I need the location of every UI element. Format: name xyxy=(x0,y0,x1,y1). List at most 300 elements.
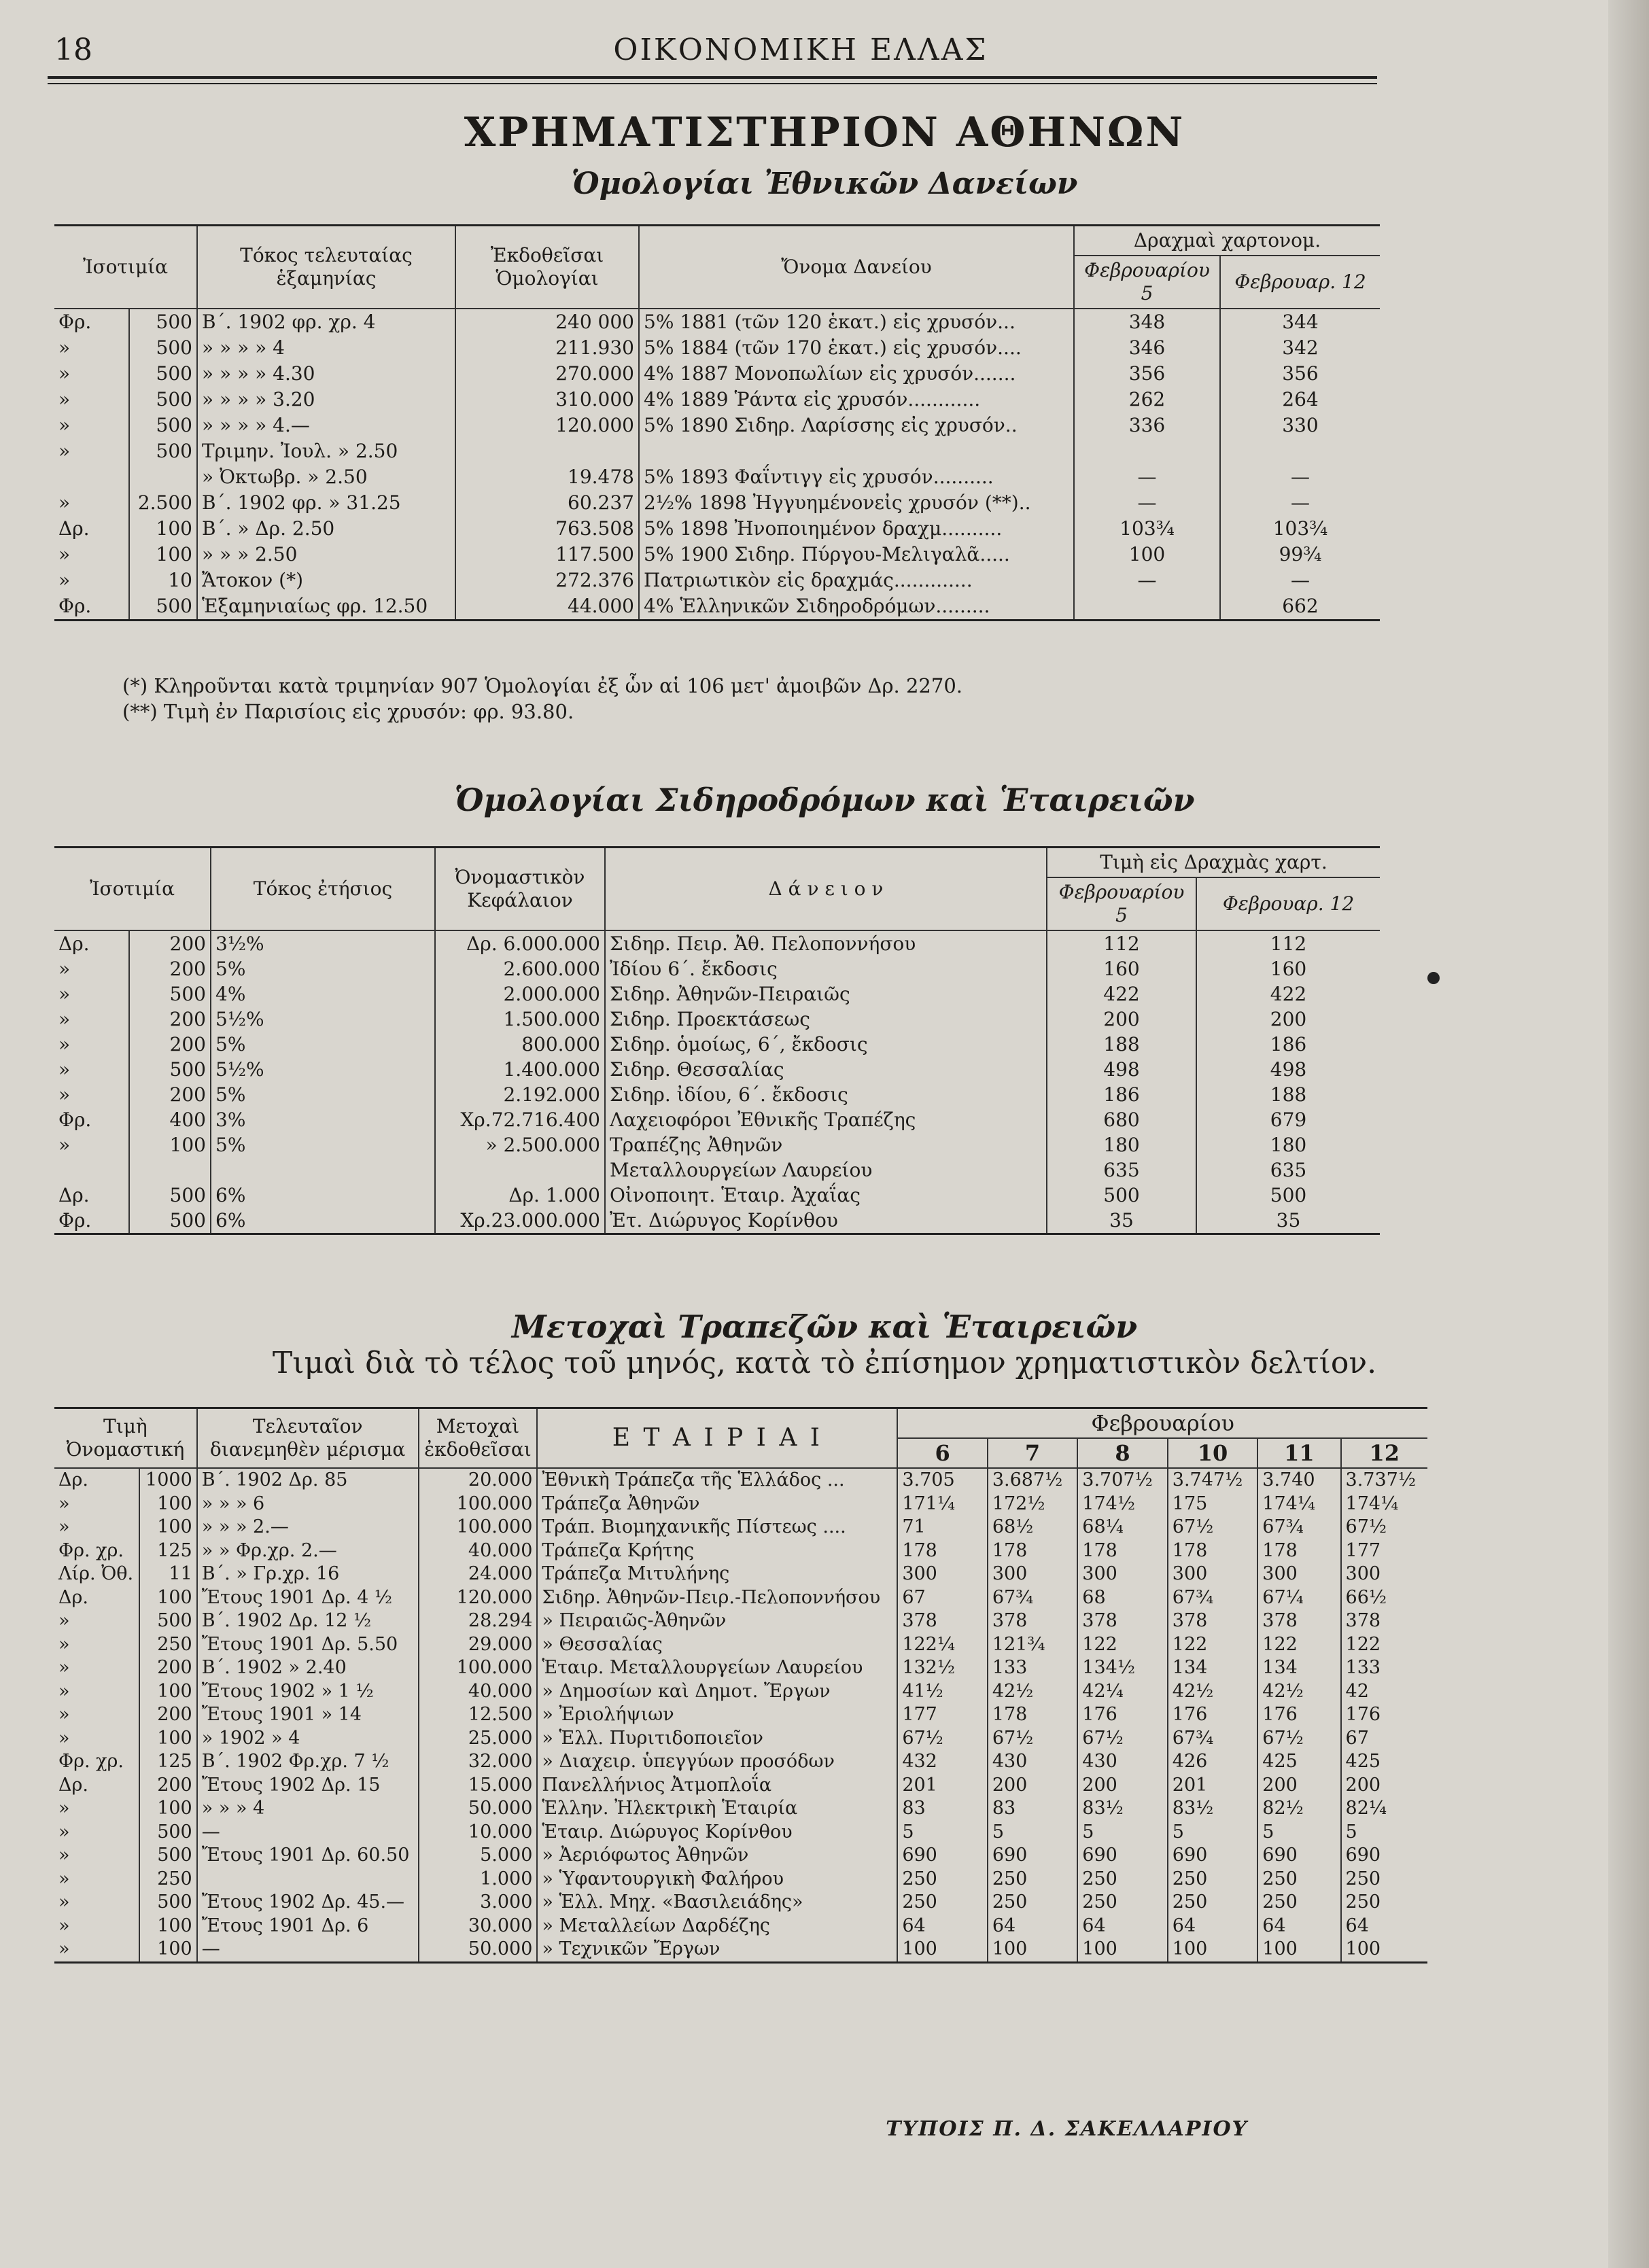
table-row xyxy=(54,1609,1427,1633)
table-row xyxy=(54,1656,1427,1680)
table-cell: 83 xyxy=(897,1797,987,1821)
table-cell: 270.000 xyxy=(455,361,639,387)
table-cell: 690 xyxy=(1341,1844,1427,1868)
table-cell: Φρ. xyxy=(54,593,129,621)
col-day-8: 8 xyxy=(1077,1438,1167,1468)
table-cell: » xyxy=(54,1032,129,1057)
table-row xyxy=(54,568,1380,593)
table-cell: Β΄. » Γρ.χρ. 16 xyxy=(197,1563,419,1586)
col-loan: Δ ά ν ε ι ο ν xyxy=(605,848,1047,931)
table-cell: 60.237 xyxy=(455,490,639,516)
footnotes xyxy=(122,673,962,725)
col-feb12: Φεβρουαρ. 12 xyxy=(1220,256,1380,309)
table-cell: 5% 1890 Σιδηρ. Λαρίσσης εἰς χρυσόν.. xyxy=(639,413,1074,438)
table-cell: Ἄτοκον (*) xyxy=(197,568,455,593)
table-cell: — xyxy=(1074,490,1220,516)
table-cell: 200 xyxy=(1341,1774,1427,1798)
table-cell: 500 xyxy=(129,335,197,361)
table-cell: 42¼ xyxy=(1077,1680,1167,1704)
col-nominal: Τιμὴ Ὀνομαστική xyxy=(54,1408,197,1469)
table-cell: 200 xyxy=(1196,1007,1380,1032)
table-cell: 120.000 xyxy=(455,413,639,438)
table-cell: » xyxy=(54,981,129,1007)
table-cell: 498 xyxy=(1047,1057,1196,1082)
table-cell: 176 xyxy=(1257,1703,1340,1727)
table-cell: » xyxy=(54,413,129,438)
table-cell: 42 xyxy=(1341,1680,1427,1704)
table-cell: Ἔτους 1902 Δρ. 45.— xyxy=(197,1891,419,1915)
table-cell: » xyxy=(54,956,129,981)
table-row xyxy=(54,1703,1427,1727)
table-cell: 250 xyxy=(1077,1868,1167,1891)
table-cell: 19.478 xyxy=(455,464,639,490)
table-cell: » xyxy=(54,1082,129,1107)
table-cell: 100 xyxy=(139,1680,196,1704)
table-cell: 344 xyxy=(1220,309,1380,335)
table-cell xyxy=(54,464,129,490)
table-cell: 178 xyxy=(1257,1539,1340,1563)
table-cell: 100 xyxy=(139,1516,196,1539)
table-cell: 3.740 xyxy=(1257,1468,1340,1493)
table-row xyxy=(54,930,1380,956)
table-cell: » Ὀκτωβρ. » 2.50 xyxy=(197,464,455,490)
table-cell: 176 xyxy=(1168,1703,1257,1727)
col-loan-name: Ὄνομα Δανείου xyxy=(639,226,1074,309)
table-cell: 133 xyxy=(988,1656,1077,1680)
table-cell: Ἔτους 1901 Δρ. 5.50 xyxy=(197,1633,419,1657)
table-row xyxy=(54,1844,1427,1868)
table-cell: 201 xyxy=(897,1774,987,1798)
table-cell: Δρ. xyxy=(54,516,129,542)
table-cell xyxy=(1074,593,1220,621)
col-feb12: Φεβρουαρ. 12 xyxy=(1196,877,1380,930)
table-cell: 5% 1884 (τῶν 170 ἑκατ.) εἰς χρυσόν.... xyxy=(639,335,1074,361)
table-cell: 800.000 xyxy=(435,1032,605,1057)
table-cell: 64 xyxy=(1257,1915,1340,1938)
table-cell: 64 xyxy=(1168,1915,1257,1938)
table-cell: 264 xyxy=(1220,387,1380,413)
table-cell: 5 xyxy=(1168,1821,1257,1845)
table-cell: 125 xyxy=(139,1750,196,1774)
table-cell: 83 xyxy=(988,1797,1077,1821)
table-cell: 122 xyxy=(1257,1633,1340,1657)
bank-shares-table xyxy=(54,1407,1427,1964)
table-cell: 378 xyxy=(1077,1609,1167,1633)
col-issued: Ἐκδοθεῖσαι Ὁμολογίαι xyxy=(455,226,639,309)
table-cell: 500 xyxy=(129,981,211,1007)
table-cell: 200 xyxy=(1047,1007,1196,1032)
table-cell: 1.500.000 xyxy=(435,1007,605,1032)
table-cell: 100 xyxy=(1257,1938,1340,1962)
table-cell: Τράπεζα Μιτυλήνης xyxy=(537,1563,897,1586)
table-cell: 240 000 xyxy=(455,309,639,335)
table-row xyxy=(54,438,1380,464)
table-cell: 100 xyxy=(139,1493,196,1516)
table-cell: Πανελλήνιος Ἀτμοπλοΐα xyxy=(537,1774,897,1798)
table-cell: 635 xyxy=(1047,1157,1196,1183)
table-row xyxy=(54,309,1380,335)
table-cell: 3.707½ xyxy=(1077,1468,1167,1493)
table-cell: Δρ. xyxy=(54,1183,129,1208)
col-day-12: 12 xyxy=(1341,1438,1427,1468)
table-cell: 50.000 xyxy=(419,1797,538,1821)
table-cell: » xyxy=(54,438,129,464)
table-cell: 500 xyxy=(129,309,197,335)
table-row xyxy=(54,1563,1427,1586)
table-cell: 67½ xyxy=(1077,1727,1167,1751)
table-cell: » xyxy=(54,335,129,361)
table-cell: 2.600.000 xyxy=(435,956,605,981)
table-cell: 100.000 xyxy=(419,1656,538,1680)
table-row xyxy=(54,1891,1427,1915)
table-cell: 64 xyxy=(988,1915,1077,1938)
table-cell: 200 xyxy=(988,1774,1077,1798)
table-row xyxy=(54,1868,1427,1891)
table-cell: Β΄. » Δρ. 2.50 xyxy=(197,516,455,542)
table-cell: 122 xyxy=(1341,1633,1427,1657)
table-cell: 200 xyxy=(1077,1774,1167,1798)
table-cell: 178 xyxy=(1168,1539,1257,1563)
table-cell: » xyxy=(54,1609,139,1633)
table-cell: 200 xyxy=(139,1656,196,1680)
table-cell: » Δημοσίων καὶ Δημοτ. Ἔργων xyxy=(537,1680,897,1704)
table-cell: Φρ. xyxy=(54,1208,129,1234)
col-rate: Τόκος ἐτήσιος xyxy=(211,848,435,931)
table-cell: 4% 1887 Μονοπωλίων εἰς χρυσόν....... xyxy=(639,361,1074,387)
table-cell: Β΄. 1902 » 2.40 xyxy=(197,1656,419,1680)
table-row xyxy=(54,464,1380,490)
col-day-6: 6 xyxy=(897,1438,987,1468)
col-company: Ε Τ Α Ι Ρ Ι Α Ι xyxy=(537,1408,897,1469)
table-cell: 356 xyxy=(1220,361,1380,387)
table-row xyxy=(54,490,1380,516)
table-cell: » xyxy=(54,1680,139,1704)
table-cell: 5 xyxy=(1077,1821,1167,1845)
table-cell: 28.294 xyxy=(419,1609,538,1633)
running-header xyxy=(48,27,1554,68)
table-cell: 20.000 xyxy=(419,1468,538,1493)
table-cell: 177 xyxy=(1341,1539,1427,1563)
table-cell: 117.500 xyxy=(455,542,639,568)
table-cell: » xyxy=(54,1727,139,1751)
table-cell: Ἔτους 1902 » 1 ½ xyxy=(197,1680,419,1704)
table-row xyxy=(54,1468,1427,1493)
table-cell: 250 xyxy=(897,1868,987,1891)
table-cell: 1.000 xyxy=(419,1868,538,1891)
table-cell: 5% xyxy=(211,1132,435,1157)
table-cell: 5 xyxy=(1341,1821,1427,1845)
table-cell: » Ἐριολήψιων xyxy=(537,1703,897,1727)
table-cell: 250 xyxy=(1341,1868,1427,1891)
header-rule-thin xyxy=(48,83,1377,84)
table-cell: 82¼ xyxy=(1341,1797,1427,1821)
table-row xyxy=(54,1750,1427,1774)
table-cell: 200 xyxy=(139,1774,196,1798)
table-cell: 172½ xyxy=(988,1493,1077,1516)
table-cell: 25.000 xyxy=(419,1727,538,1751)
table-cell: Ἐτ. Διώρυγος Κορίνθου xyxy=(605,1208,1047,1234)
table-cell: 100 xyxy=(897,1938,987,1962)
table-cell: 112 xyxy=(1047,930,1196,956)
table-cell: » » Φρ.χρ. 2.— xyxy=(197,1539,419,1563)
table-cell: 132½ xyxy=(897,1656,987,1680)
table-cell: 500 xyxy=(1047,1183,1196,1208)
table-cell xyxy=(455,438,639,464)
table-cell: 500 xyxy=(139,1609,196,1633)
table-cell: 5.000 xyxy=(419,1844,538,1868)
table-cell: 500 xyxy=(139,1891,196,1915)
table-cell: 378 xyxy=(988,1609,1077,1633)
table-cell: 5% 1881 (τῶν 120 ἑκατ.) εἰς χρυσόν... xyxy=(639,309,1074,335)
table-cell: 121¾ xyxy=(988,1633,1077,1657)
table-cell: 186 xyxy=(1047,1082,1196,1107)
table-cell: 378 xyxy=(1168,1609,1257,1633)
table-cell: 690 xyxy=(1168,1844,1257,1868)
table-cell: 400 xyxy=(129,1107,211,1132)
table-row xyxy=(54,1680,1427,1704)
table-cell: Φρ. xyxy=(54,309,129,335)
table-cell: 5% xyxy=(211,1032,435,1057)
table-cell: 100 xyxy=(139,1586,196,1610)
table-cell: » » » » 3.20 xyxy=(197,387,455,413)
table-cell: 763.508 xyxy=(455,516,639,542)
table-cell: 200 xyxy=(129,956,211,981)
table-cell: 262 xyxy=(1074,387,1220,413)
table-cell: Τριμην. Ἰουλ. » 2.50 xyxy=(197,438,455,464)
table-cell xyxy=(1074,438,1220,464)
table-cell: Φρ. xyxy=(54,1107,129,1132)
table-cell: 300 xyxy=(1168,1563,1257,1586)
table-cell: Ἐθνικὴ Τράπεζα τῆς Ἑλλάδος ... xyxy=(537,1468,897,1493)
table-cell: » xyxy=(54,1844,139,1868)
table-cell: — xyxy=(197,1938,419,1962)
table-cell: 42½ xyxy=(1168,1680,1257,1704)
table-cell: 200 xyxy=(129,930,211,956)
table-cell: 250 xyxy=(1257,1891,1340,1915)
table-row xyxy=(54,593,1380,621)
table-cell: 67¾ xyxy=(1257,1516,1340,1539)
table-cell: » Πειραιῶς-Ἀθηνῶν xyxy=(537,1609,897,1633)
table-cell: 67¼ xyxy=(1257,1586,1340,1610)
table-cell: 5½% xyxy=(211,1057,435,1082)
table-cell: — xyxy=(1220,568,1380,593)
col-price-group: Δραχμαὶ χαρτονομ. xyxy=(1074,226,1380,256)
table-cell: 430 xyxy=(1077,1750,1167,1774)
table-cell: 125 xyxy=(139,1539,196,1563)
table-cell: 3½% xyxy=(211,930,435,956)
table-cell: 3.687½ xyxy=(988,1468,1077,1493)
table-cell: 200 xyxy=(1257,1774,1340,1798)
table-cell: 178 xyxy=(897,1539,987,1563)
table-cell: Σιδηρ. Πειρ. Ἀθ. Πελοποννήσου xyxy=(605,930,1047,956)
table-row xyxy=(54,1539,1427,1563)
table-cell: 272.376 xyxy=(455,568,639,593)
table-row xyxy=(54,1774,1427,1798)
table-cell: 35 xyxy=(1047,1208,1196,1234)
table-cell: » xyxy=(54,1915,139,1938)
table-cell: Σιδηρ. ἰδίου, 6΄. ἔκδοσις xyxy=(605,1082,1047,1107)
table-cell: 100 xyxy=(139,1797,196,1821)
table-cell: 64 xyxy=(1341,1915,1427,1938)
table-cell: 103¾ xyxy=(1220,516,1380,542)
table-cell: 430 xyxy=(988,1750,1077,1774)
table-cell: 250 xyxy=(139,1633,196,1657)
table-row xyxy=(54,1821,1427,1845)
table-row xyxy=(54,1938,1427,1962)
table-cell: » » » 2.— xyxy=(197,1516,419,1539)
table-cell: 134½ xyxy=(1077,1656,1167,1680)
table-cell: 250 xyxy=(1341,1891,1427,1915)
col-shares: Μετοχαὶ ἐκδοθεῖσαι xyxy=(419,1408,538,1469)
table-row xyxy=(54,1057,1380,1082)
table-cell: 200 xyxy=(129,1007,211,1032)
table-cell: 690 xyxy=(1257,1844,1340,1868)
table-cell: 188 xyxy=(1196,1082,1380,1107)
table-cell: 5 xyxy=(988,1821,1077,1845)
table-cell: 100 xyxy=(139,1938,196,1962)
table-cell: 250 xyxy=(1077,1891,1167,1915)
table-cell: 175 xyxy=(1168,1493,1257,1516)
table-cell: 122 xyxy=(1168,1633,1257,1657)
table-cell: Ἰδίου 6΄. ἔκδοσις xyxy=(605,956,1047,981)
table-row xyxy=(54,1032,1380,1057)
table-cell: 310.000 xyxy=(455,387,639,413)
table-cell: 6% xyxy=(211,1183,435,1208)
table-cell: 10 xyxy=(129,568,197,593)
table-cell: Σιδηρ. Θεσσαλίας xyxy=(605,1057,1047,1082)
table-cell: 3.000 xyxy=(419,1891,538,1915)
table-cell: 662 xyxy=(1220,593,1380,621)
table-cell: 500 xyxy=(129,1183,211,1208)
table-cell: 133 xyxy=(1341,1656,1427,1680)
table-cell: 180 xyxy=(1196,1132,1380,1157)
table-cell: 120.000 xyxy=(419,1586,538,1610)
table-cell: 500 xyxy=(139,1844,196,1868)
table-cell: 690 xyxy=(1077,1844,1167,1868)
table-cell: » xyxy=(54,568,129,593)
printer-credit: ΤΥΠΟΙΣ Π. Δ. ΣΑΚΕΛΛΑΡΙΟΥ xyxy=(886,2117,1248,2141)
table-cell: 300 xyxy=(1257,1563,1340,1586)
table-cell: 100 xyxy=(1341,1938,1427,1962)
table-cell: 100 xyxy=(988,1938,1077,1962)
table-cell: 67¾ xyxy=(1168,1727,1257,1751)
table-cell: Β΄. 1902 Φρ.χρ. 7 ½ xyxy=(197,1750,419,1774)
table-cell: 67½ xyxy=(1168,1516,1257,1539)
table-row xyxy=(54,1208,1380,1234)
table-cell: 4% 1889 Ῥάντα εἰς χρυσόν............ xyxy=(639,387,1074,413)
table-row xyxy=(54,1183,1380,1208)
table-cell: Ἑταιρ. Διώρυγος Κορίνθου xyxy=(537,1821,897,1845)
table-cell: Τράπεζα Κρήτης xyxy=(537,1539,897,1563)
table-cell: — xyxy=(197,1821,419,1845)
table-cell: » » » » 4 xyxy=(197,335,455,361)
table-cell: 432 xyxy=(897,1750,987,1774)
table-cell: » » » 6 xyxy=(197,1493,419,1516)
header-rule xyxy=(48,76,1377,79)
table-cell: » Ἑλλ. Πυριτιδοποιεῖον xyxy=(537,1727,897,1751)
table-cell: 160 xyxy=(1047,956,1196,981)
table-cell: 180 xyxy=(1047,1132,1196,1157)
table-cell: Β΄. 1902 φρ. » 31.25 xyxy=(197,490,455,516)
table-row xyxy=(54,1516,1427,1539)
table-cell: Ἔτους 1902 Δρ. 15 xyxy=(197,1774,419,1798)
table-cell: » xyxy=(54,1656,139,1680)
table-cell: 4% Ἑλληνικῶν Σιδηροδρόμων......... xyxy=(639,593,1074,621)
table-cell: 200 xyxy=(129,1032,211,1057)
footnote-1: (*) Κληροῦνται κατὰ τριμηνίαν 907 Ὁμολογίαι ἐξ ὧν αἱ 106 μετ' ἀμοιβῶν Δρ. 2270. xyxy=(122,674,962,697)
journal-name: ΟΙΚΟΝΟΜΙΚΗ ΕΛΛΑΣ xyxy=(613,33,988,67)
table-cell: 690 xyxy=(988,1844,1077,1868)
table-cell: 174¼ xyxy=(1257,1493,1340,1516)
col-price-group: Τιμὴ εἰς Δραχμὰς χαρτ. xyxy=(1047,848,1380,878)
table-cell: 134 xyxy=(1257,1656,1340,1680)
table-row xyxy=(54,413,1380,438)
table-cell: 188 xyxy=(1047,1032,1196,1057)
table-row xyxy=(54,1915,1427,1938)
table-cell: 67½ xyxy=(1341,1516,1427,1539)
table-cell: Δρ. 6.000.000 xyxy=(435,930,605,956)
col-feb5: Φεβρουαρίου 5 xyxy=(1047,877,1196,930)
table-cell: 1000 xyxy=(139,1468,196,1493)
table-cell: Τράπεζα Ἀθηνῶν xyxy=(537,1493,897,1516)
table-cell: » » » » 4.30 xyxy=(197,361,455,387)
table-cell: 67¾ xyxy=(1168,1586,1257,1610)
table-cell: 100.000 xyxy=(419,1493,538,1516)
table-cell: 500 xyxy=(139,1821,196,1845)
table-cell: 83½ xyxy=(1168,1797,1257,1821)
table-cell: 174½ xyxy=(1077,1493,1167,1516)
table-cell: 100 xyxy=(129,542,197,568)
table-cell: 100.000 xyxy=(419,1516,538,1539)
table-cell: 100 xyxy=(139,1915,196,1938)
table-row xyxy=(54,1493,1427,1516)
col-day-11: 11 xyxy=(1257,1438,1340,1468)
col-parity: Ἰσοτιμία xyxy=(54,848,211,931)
table-row xyxy=(54,1082,1380,1107)
table-cell: 2.000.000 xyxy=(435,981,605,1007)
table-cell: 425 xyxy=(1257,1750,1340,1774)
national-loans-body xyxy=(54,309,1380,621)
table-cell: » » » 2.50 xyxy=(197,542,455,568)
table-cell: Τράπ. Βιομηχανικῆς Πίστεως .... xyxy=(537,1516,897,1539)
table-cell: 3% xyxy=(211,1107,435,1132)
table-cell: » xyxy=(54,1703,139,1727)
national-loans-table xyxy=(54,224,1380,621)
table-cell: 679 xyxy=(1196,1107,1380,1132)
table-cell: 178 xyxy=(988,1539,1077,1563)
table-cell: 378 xyxy=(897,1609,987,1633)
table-cell: 66½ xyxy=(1341,1586,1427,1610)
table-cell: 67¾ xyxy=(988,1586,1077,1610)
table-cell: 103¾ xyxy=(1074,516,1220,542)
table-cell: Ἔτους 1901 Δρ. 60.50 xyxy=(197,1844,419,1868)
table-cell: Β΄. 1902 Δρ. 12 ½ xyxy=(197,1609,419,1633)
table-cell: Β΄. 1902 φρ. χρ. 4 xyxy=(197,309,455,335)
table-cell xyxy=(435,1157,605,1183)
table-cell: » xyxy=(54,1007,129,1032)
table-cell xyxy=(129,464,197,490)
table-cell: 67½ xyxy=(1257,1727,1340,1751)
table-cell: » xyxy=(54,1633,139,1657)
table-cell: 5% 1893 Φαΐντιγγ εἰς χρυσόν.......... xyxy=(639,464,1074,490)
section2-title: Ὁμολογίαι Σιδηροδρόμων καὶ Ἑταιρειῶν xyxy=(454,782,1195,818)
table-cell: 176 xyxy=(1077,1703,1167,1727)
table-cell: 2.500 xyxy=(129,490,197,516)
table-cell: Δρ. xyxy=(54,1586,139,1610)
table-cell: 24.000 xyxy=(419,1563,538,1586)
table-cell: 5% xyxy=(211,956,435,981)
table-cell: 4% xyxy=(211,981,435,1007)
